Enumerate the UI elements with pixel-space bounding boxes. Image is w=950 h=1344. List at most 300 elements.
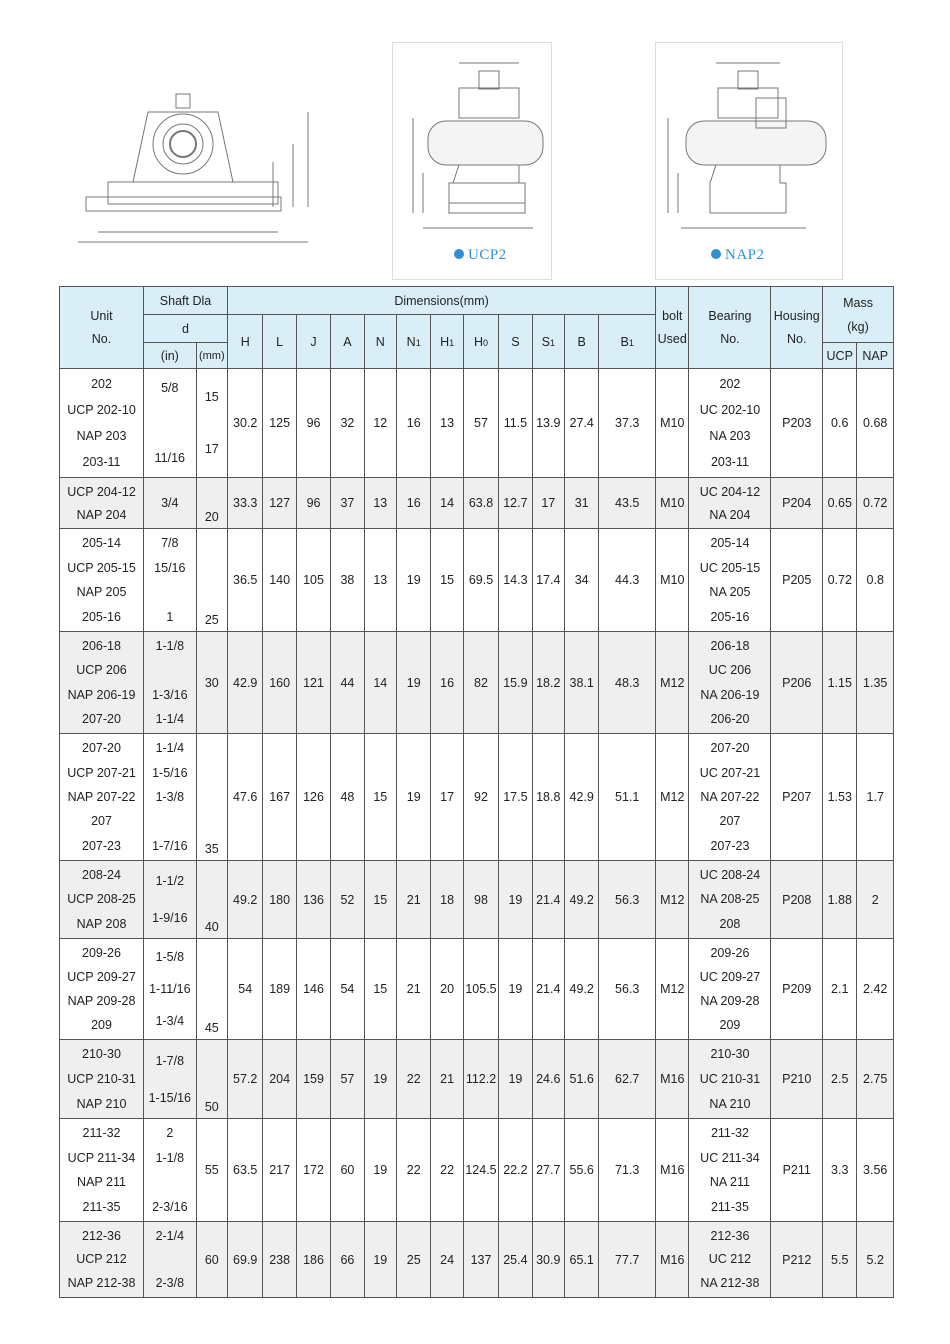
dim-h0-cell: 92 xyxy=(463,734,498,861)
unit-no-cell-line: NAP 204 xyxy=(76,507,127,522)
dim-h1-cell: 17 xyxy=(431,734,463,861)
dim-b1-cell: 37.3 xyxy=(599,369,656,478)
bearing-no-cell xyxy=(689,734,771,861)
bearing-no-cell-line: 205-16 xyxy=(710,609,750,624)
dim-a-cell: 52 xyxy=(331,861,364,939)
table-row xyxy=(60,369,894,478)
bearing-no-cell xyxy=(689,1040,771,1119)
bearing-no-cell-line: 203-11 xyxy=(710,455,749,469)
bearing-no-cell xyxy=(689,1119,771,1222)
unit-no-cell xyxy=(60,861,144,939)
unit-no-cell-line: UCP 205-15 xyxy=(67,560,136,575)
bearing-no-cell-line: 207-20 xyxy=(710,741,750,756)
dim-j-cell: 96 xyxy=(296,369,330,478)
dim-n1-cell: 19 xyxy=(397,734,431,861)
dim-j-cell: 186 xyxy=(296,1222,330,1298)
dim-h-cell: 36.5 xyxy=(228,529,263,632)
dim-h-cell: 30.2 xyxy=(228,369,263,478)
unit-no-cell-line: UCP 204-12 xyxy=(67,484,136,499)
bearing-no-cell-line: UC 204-12 xyxy=(699,484,761,499)
shaft-inch-cell-line xyxy=(144,663,196,677)
shaft-inch-cell-line: 1-1/4 xyxy=(155,711,185,726)
bolt-cell: M12 xyxy=(656,734,689,861)
shaft-mm-cell: 50 xyxy=(196,1040,227,1119)
bearing-no-cell-line: 209 xyxy=(719,1018,741,1032)
shaft-inch-cell-line xyxy=(144,1252,196,1266)
bearing-no-cell-line: NA 208-25 xyxy=(700,892,760,907)
mm-header: (mm) xyxy=(196,343,227,369)
unit-no-cell xyxy=(60,369,144,478)
bearing-no-cell-line: UC 208-24 xyxy=(699,868,761,883)
shaft-mm-cell: 25 xyxy=(196,529,227,632)
shaft-inch-cell-line: 2 xyxy=(166,1126,174,1141)
dim-n1-cell: 16 xyxy=(397,369,431,478)
bearing-no-cell-line: 206-18 xyxy=(710,639,750,654)
shaft-mm-cell xyxy=(196,369,227,478)
dim-s1-cell: 21.4 xyxy=(532,939,564,1040)
bearing-no-cell-line: NA 203 xyxy=(709,429,751,443)
shaft-mm-cell: 60 xyxy=(196,1222,227,1298)
bearing-no-cell-line: 206-20 xyxy=(710,711,750,726)
dim-b1-cell: 43.5 xyxy=(599,478,656,529)
dim-s-cell: 15.9 xyxy=(499,632,532,734)
housing-no-cell: P211 xyxy=(771,1119,823,1222)
unit-no-cell-line: 212-36 xyxy=(82,1228,121,1243)
bearing-no-cell-line: 212-36 xyxy=(710,1228,750,1243)
dim-h1-cell: 21 xyxy=(431,1040,463,1119)
used-header-text: Used xyxy=(657,331,687,346)
bearing-no-cell-line: 207 xyxy=(719,814,741,829)
bearing-no-cell-line: UC 212 xyxy=(708,1252,752,1267)
dim-l-cell: 125 xyxy=(263,369,296,478)
dim-h1-cell: 24 xyxy=(431,1222,463,1298)
bearing-no-cell-line: UC 209-27 xyxy=(699,970,761,984)
dim-n-cell: 19 xyxy=(364,1222,396,1298)
bearing-no-cell xyxy=(689,369,771,478)
dim-b1-cell: 71.3 xyxy=(599,1119,656,1222)
housing-no-cell: P206 xyxy=(771,632,823,734)
bearing-no-cell xyxy=(689,529,771,632)
mass-nap-cell: 2.75 xyxy=(857,1040,894,1119)
bearing-no-cell-line: NA 212-38 xyxy=(700,1276,760,1291)
shaft-inch-cell-line xyxy=(144,416,196,430)
col-l-header: L xyxy=(263,315,296,369)
dim-a-cell: 37 xyxy=(331,478,364,529)
mass-ucp-header: UCP xyxy=(823,343,857,369)
shaft-mm-value: 17 xyxy=(204,442,219,456)
dim-s1-cell: 17 xyxy=(532,478,564,529)
housing-no-header-text: No. xyxy=(787,331,807,346)
unit-header-text: Unit xyxy=(90,308,113,323)
dim-l-cell: 140 xyxy=(263,529,296,632)
unit-no-cell-line: NAP 210 xyxy=(76,1096,127,1111)
dim-b1-cell: 62.7 xyxy=(599,1040,656,1119)
shaft-inch-cell-line: 1-1/4 xyxy=(155,741,185,756)
col-h1-header: H1 xyxy=(431,315,463,369)
dim-s1-cell: 13.9 xyxy=(532,369,564,478)
mass-ucp-cell: 0.72 xyxy=(823,529,857,632)
bolt-cell: M10 xyxy=(656,529,689,632)
mass-nap-cell: 0.72 xyxy=(857,478,894,529)
dim-s1-cell: 30.9 xyxy=(532,1222,564,1298)
bolt-cell: M16 xyxy=(656,1119,689,1222)
unit-no-cell-line: NAP 206-19 xyxy=(67,687,136,702)
bolt-used-header xyxy=(656,287,689,369)
dim-b-cell: 31 xyxy=(564,478,598,529)
bearing-no-cell-line: UC 206 xyxy=(708,663,752,678)
unit-no-cell-line: UCP 202-10 xyxy=(67,403,136,417)
unit-no-cell-line: UCP 210-31 xyxy=(67,1071,136,1086)
mass-ucp-cell: 0.65 xyxy=(823,478,857,529)
dim-n-cell: 14 xyxy=(364,632,396,734)
unit-no-header-text: No. xyxy=(91,331,112,346)
dim-h0-cell: 57 xyxy=(463,369,498,478)
shaft-header: Shaft Dla xyxy=(144,287,228,315)
shaft-inch-cell-line: 1-1/8 xyxy=(155,639,185,654)
bearing-no-cell-line: NA 211 xyxy=(709,1175,750,1190)
dim-n-cell: 13 xyxy=(364,529,396,632)
dim-a-cell: 54 xyxy=(331,939,364,1040)
housing-no-cell: P208 xyxy=(771,861,823,939)
table-row xyxy=(60,1040,894,1119)
table-row xyxy=(60,632,894,734)
shaft-inch-cell xyxy=(144,478,197,529)
bolt-cell: M10 xyxy=(656,478,689,529)
col-b1-header: B1 xyxy=(599,315,656,369)
dim-s1-cell: 24.6 xyxy=(532,1040,564,1119)
unit-no-cell-line: NAP 211 xyxy=(77,1175,126,1190)
d-header: d xyxy=(144,315,228,343)
table-row xyxy=(60,939,894,1040)
dim-s-cell: 17.5 xyxy=(499,734,532,861)
mass-nap-cell: 1.35 xyxy=(857,632,894,734)
shaft-inch-cell-line: 1-3/8 xyxy=(155,789,185,804)
dim-l-cell: 189 xyxy=(263,939,296,1040)
unit-no-cell xyxy=(60,1040,144,1119)
shaft-inch-cell xyxy=(144,939,197,1040)
dim-h-cell: 63.5 xyxy=(228,1119,263,1222)
mass-nap-header: NAP xyxy=(857,343,894,369)
col-h0-header: H0 xyxy=(463,315,498,369)
dim-j-cell: 126 xyxy=(296,734,330,861)
bullet-dot-icon xyxy=(711,249,721,259)
bearing-no-cell-line: NA 210 xyxy=(709,1096,751,1111)
bearing-no-cell xyxy=(689,632,771,734)
nap2-side-drawing xyxy=(655,42,843,280)
shaft-inch-cell xyxy=(144,1119,197,1222)
dim-s-cell: 19 xyxy=(499,1040,532,1119)
bearing-no-cell-line: UC 211-34 xyxy=(700,1150,760,1165)
dim-h-cell: 57.2 xyxy=(228,1040,263,1119)
mass-ucp-cell: 2.5 xyxy=(823,1040,857,1119)
unit-no-cell-line: UCP 207-21 xyxy=(67,765,136,780)
unit-no-cell-line: UCP 211-34 xyxy=(67,1150,136,1165)
dim-h0-cell: 63.8 xyxy=(463,478,498,529)
shaft-inch-cell-line: 1-9/16 xyxy=(152,910,188,925)
dim-s1-cell: 18.2 xyxy=(532,632,564,734)
bolt-cell: M16 xyxy=(656,1222,689,1298)
shaft-inch-cell-line: 2-3/16 xyxy=(152,1199,188,1214)
dim-h-cell: 54 xyxy=(228,939,263,1040)
shaft-mm-cell: 35 xyxy=(196,734,227,861)
bearing-no-cell-line: 211-32 xyxy=(710,1126,749,1141)
col-s-header: S xyxy=(499,315,532,369)
unit-no-cell-line: 203-11 xyxy=(82,455,121,469)
kg-header-text: (kg) xyxy=(847,319,869,334)
nap2-caption xyxy=(711,247,765,264)
bearing-no-cell-line: 211-35 xyxy=(710,1199,749,1214)
table-row xyxy=(60,529,894,632)
dim-s-cell: 11.5 xyxy=(499,369,532,478)
housing-no-cell: P212 xyxy=(771,1222,823,1298)
pillow-block-front-drawing xyxy=(78,82,330,252)
shaft-inch-cell-line xyxy=(144,1175,196,1189)
unit-no-cell xyxy=(60,478,144,529)
dim-s1-cell: 27.7 xyxy=(532,1119,564,1222)
bearing-header-text: Bearing xyxy=(708,308,752,323)
dim-a-cell: 32 xyxy=(331,369,364,478)
col-j-header: J xyxy=(296,315,330,369)
col-h-header: H xyxy=(228,315,263,369)
dim-h0-cell: 105.5 xyxy=(463,939,498,1040)
dim-a-cell: 57 xyxy=(331,1040,364,1119)
dim-l-cell: 238 xyxy=(263,1222,296,1298)
shaft-inch-cell-line: 1-7/8 xyxy=(155,1053,185,1068)
bolt-cell: M12 xyxy=(656,861,689,939)
dim-a-cell: 44 xyxy=(331,632,364,734)
mass-nap-cell: 1.7 xyxy=(857,734,894,861)
dim-a-cell: 60 xyxy=(331,1119,364,1222)
shaft-mm-cell: 45 xyxy=(196,939,227,1040)
col-b-header: B xyxy=(564,315,598,369)
dim-b1-cell: 51.1 xyxy=(599,734,656,861)
mass-nap-cell: 0.68 xyxy=(857,369,894,478)
shaft-inch-cell-line: 2-3/8 xyxy=(155,1276,185,1291)
bearing-no-cell-line: 209-26 xyxy=(710,946,750,960)
ucp2-side-drawing xyxy=(392,42,552,280)
dim-s1-cell: 18.8 xyxy=(532,734,564,861)
dim-n-cell: 19 xyxy=(364,1040,396,1119)
dim-h1-cell: 15 xyxy=(431,529,463,632)
bolt-cell: M12 xyxy=(656,939,689,1040)
dim-h1-cell: 22 xyxy=(431,1119,463,1222)
dim-n-cell: 12 xyxy=(364,369,396,478)
shaft-inch-cell-line: 1-15/16 xyxy=(148,1090,192,1105)
unit-no-cell-line: 209 xyxy=(91,1018,112,1032)
housing-no-cell: P207 xyxy=(771,734,823,861)
dim-h1-cell: 13 xyxy=(431,369,463,478)
dim-h0-cell: 124.5 xyxy=(463,1119,498,1222)
bearing-no-cell xyxy=(689,478,771,529)
nap2-caption-text: NAP2 xyxy=(725,247,765,263)
dim-b-cell: 65.1 xyxy=(564,1222,598,1298)
dim-l-cell: 217 xyxy=(263,1119,296,1222)
dim-h1-cell: 16 xyxy=(431,632,463,734)
unit-no-cell xyxy=(60,529,144,632)
shaft-inch-cell-line: 1-1/8 xyxy=(155,1150,185,1165)
unit-no-cell xyxy=(60,734,144,861)
dim-n1-cell: 21 xyxy=(397,939,431,1040)
dim-b-cell: 38.1 xyxy=(564,632,598,734)
unit-no-header xyxy=(60,287,144,369)
bearing-no-header xyxy=(689,287,771,369)
bearing-no-cell xyxy=(689,939,771,1040)
dim-n-cell: 15 xyxy=(364,734,396,861)
dim-h-cell: 33.3 xyxy=(228,478,263,529)
col-n1-header: N1 xyxy=(397,315,431,369)
dim-j-cell: 146 xyxy=(296,939,330,1040)
dim-j-cell: 105 xyxy=(296,529,330,632)
dim-b-cell: 34 xyxy=(564,529,598,632)
dim-b1-cell: 48.3 xyxy=(599,632,656,734)
unit-no-cell-line: 207 xyxy=(91,814,112,829)
mass-header xyxy=(823,287,894,343)
dim-h0-cell: 137 xyxy=(463,1222,498,1298)
unit-no-cell-line: UCP 212 xyxy=(76,1252,127,1267)
shaft-inch-cell-line: 3/4 xyxy=(161,496,179,510)
dim-b1-cell: 77.7 xyxy=(599,1222,656,1298)
dim-b1-cell: 56.3 xyxy=(599,939,656,1040)
dim-s-cell: 14.3 xyxy=(499,529,532,632)
dim-l-cell: 160 xyxy=(263,632,296,734)
dim-h0-cell: 98 xyxy=(463,861,498,939)
dim-s-cell: 12.7 xyxy=(499,478,532,529)
col-s1-header: S1 xyxy=(532,315,564,369)
shaft-inch-cell xyxy=(144,1040,197,1119)
shaft-inch-cell-line: 1-1/2 xyxy=(155,874,185,889)
mass-ucp-cell: 3.3 xyxy=(823,1119,857,1222)
dim-b-cell: 27.4 xyxy=(564,369,598,478)
unit-no-cell-line: NAP 203 xyxy=(76,429,127,443)
shaft-inch-cell-line: 15/16 xyxy=(154,560,186,575)
shaft-inch-cell-line: 1-3/4 xyxy=(155,1014,185,1028)
housing-no-cell: P204 xyxy=(771,478,823,529)
shaft-inch-cell xyxy=(144,632,197,734)
mass-nap-cell: 3.56 xyxy=(857,1119,894,1222)
bearing-no-cell-line: 207-23 xyxy=(710,838,750,853)
unit-no-cell-line: 206-18 xyxy=(82,639,121,654)
ucp2-caption-text: UCP2 xyxy=(468,247,507,263)
dim-l-cell: 167 xyxy=(263,734,296,861)
shaft-mm-cell: 20 xyxy=(196,478,227,529)
bearing-no-cell-line: 205-14 xyxy=(710,536,750,551)
specification-table xyxy=(59,286,894,1298)
unit-no-cell-line: 205-16 xyxy=(82,609,121,624)
dim-j-cell: 96 xyxy=(296,478,330,529)
table-row xyxy=(60,1119,894,1222)
mass-header-text: Mass xyxy=(843,295,873,310)
unit-no-cell-line: 208-24 xyxy=(82,868,121,883)
dim-n-cell: 13 xyxy=(364,478,396,529)
dim-l-cell: 204 xyxy=(263,1040,296,1119)
mass-nap-cell: 5.2 xyxy=(857,1222,894,1298)
dim-j-cell: 121 xyxy=(296,632,330,734)
housing-no-header xyxy=(771,287,823,369)
dim-n1-cell: 22 xyxy=(397,1040,431,1119)
shaft-inch-cell-line: 1-7/16 xyxy=(152,838,188,853)
shaft-mm-value: 15 xyxy=(204,390,219,404)
bearing-no-cell-line: 208 xyxy=(719,916,741,931)
unit-no-cell-line: 211-35 xyxy=(82,1199,121,1214)
dim-l-cell: 127 xyxy=(263,478,296,529)
shaft-inch-cell-line: 1-5/8 xyxy=(155,950,185,964)
mass-ucp-cell: 0.6 xyxy=(823,369,857,478)
mass-ucp-cell: 5.5 xyxy=(823,1222,857,1298)
bearing-no-cell xyxy=(689,861,771,939)
unit-no-cell-line: 210-30 xyxy=(82,1047,121,1062)
unit-no-cell-line: NAP 205 xyxy=(76,585,127,600)
mass-nap-cell: 2.42 xyxy=(857,939,894,1040)
dim-n1-cell: 22 xyxy=(397,1119,431,1222)
dim-s-cell: 25.4 xyxy=(499,1222,532,1298)
shaft-inch-cell xyxy=(144,1222,197,1298)
unit-no-cell-line: NAP 209-28 xyxy=(67,994,136,1008)
dim-b-cell: 55.6 xyxy=(564,1119,598,1222)
table-row xyxy=(60,861,894,939)
inch-header: (in) xyxy=(144,343,197,369)
dim-n1-cell: 21 xyxy=(397,861,431,939)
dim-h1-cell: 20 xyxy=(431,939,463,1040)
dim-s-cell: 19 xyxy=(499,861,532,939)
bearing-no-cell xyxy=(689,1222,771,1298)
bearing-no-cell-line: NA 207-22 xyxy=(700,789,760,804)
col-n-header: N xyxy=(364,315,396,369)
dim-s-cell: 22.2 xyxy=(499,1119,532,1222)
dim-b1-cell: 56.3 xyxy=(599,861,656,939)
shaft-inch-cell xyxy=(144,529,197,632)
dim-h0-cell: 69.5 xyxy=(463,529,498,632)
unit-no-cell-line: UCP 208-25 xyxy=(67,892,136,907)
unit-no-cell xyxy=(60,939,144,1040)
dim-j-cell: 159 xyxy=(296,1040,330,1119)
shaft-inch-cell-line xyxy=(144,585,196,599)
unit-no-cell-line: 207-20 xyxy=(82,741,121,756)
bullet-dot-icon xyxy=(454,249,464,259)
housing-header-text: Housing xyxy=(773,308,820,323)
bearing-no-cell-line: NA 209-28 xyxy=(700,994,760,1008)
bearing-no-cell-line: UC 205-15 xyxy=(699,560,761,575)
bearing-no-cell-line: UC 210-31 xyxy=(699,1071,761,1086)
unit-no-cell-line: 205-14 xyxy=(82,536,121,551)
dim-a-cell: 66 xyxy=(331,1222,364,1298)
mass-nap-cell: 2 xyxy=(857,861,894,939)
shaft-inch-cell-line: 1-5/16 xyxy=(152,765,188,780)
dim-h-cell: 42.9 xyxy=(228,632,263,734)
mass-ucp-cell: 1.53 xyxy=(823,734,857,861)
bolt-header-text: bolt xyxy=(662,308,683,323)
unit-no-cell-line: NAP 212-38 xyxy=(67,1276,136,1291)
bearing-no-cell-line: NA 206-19 xyxy=(700,687,760,702)
dim-a-cell: 38 xyxy=(331,529,364,632)
shaft-inch-cell-line: 11/16 xyxy=(154,450,185,465)
shaft-inch-cell-line xyxy=(144,814,196,828)
housing-no-cell: P205 xyxy=(771,529,823,632)
unit-no-cell-line: NAP 208 xyxy=(76,916,127,931)
shaft-inch-cell xyxy=(144,369,197,478)
table-row xyxy=(60,734,894,861)
shaft-inch-cell-line: 5/8 xyxy=(161,381,179,396)
table-row xyxy=(60,478,894,529)
housing-no-cell: P209 xyxy=(771,939,823,1040)
mass-nap-cell: 0.8 xyxy=(857,529,894,632)
dim-n1-cell: 16 xyxy=(397,478,431,529)
dim-s-cell: 19 xyxy=(499,939,532,1040)
housing-no-cell: P210 xyxy=(771,1040,823,1119)
mass-ucp-cell: 2.1 xyxy=(823,939,857,1040)
dim-h0-cell: 112.2 xyxy=(463,1040,498,1119)
shaft-inch-cell-line: 1 xyxy=(166,609,174,624)
unit-no-cell-line: 207-20 xyxy=(82,711,121,726)
